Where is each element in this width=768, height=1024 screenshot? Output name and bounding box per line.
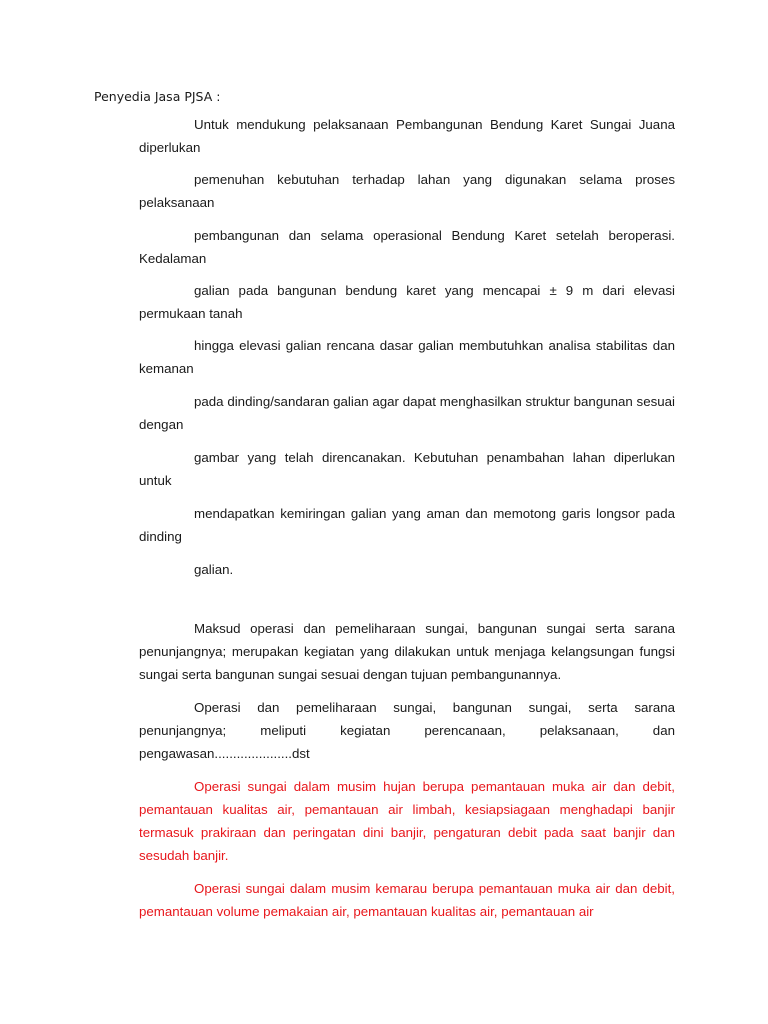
paragraph-5: hingga elevasi galian rencana dasar galian membutuhkan analisa stabilitas dan kemanan xyxy=(139,338,675,376)
paragraph-2: pemenuhan kebutuhan terhadap lahan yang digunakan selama proses pelaksanaan xyxy=(139,172,675,210)
paragraph-1: Untuk mendukung pelaksanaan Pembangunan Bendung Karet Sungai Juana diperlukan xyxy=(139,117,675,155)
paragraph-12-red: Operasi sungai dalam musim hujan berupa pemantauan muka air dan debit, pemantauan kualitas air, pemantauan air limbah, kesiapsiagaan menghadapi banjir termasuk prakiraan dan peringatan dini banjir, pengaturan debit pada saat banjir dan sesudah banjir. xyxy=(139,779,675,863)
paragraph-8: mendapatkan kemiringan galian yang aman dan memotong garis longsor pada dinding xyxy=(139,506,675,544)
document-heading: Penyedia Jasa PJSA : xyxy=(94,89,221,104)
paragraph-4: galian pada bangunan bendung karet yang mencapai ± 9 m dari elevasi permukaan tanah xyxy=(139,283,675,321)
paragraph-11: Operasi dan pemeliharaan sungai, bangunan sungai, serta sarana penunjangnya; meliputi kegiatan perencanaan, pelaksanaan, dan pengawasan.....................dst xyxy=(139,700,675,761)
paragraph-7: gambar yang telah direncanakan. Kebutuhan penambahan lahan diperlukan untuk xyxy=(139,450,675,488)
paragraph-3: pembangunan dan selama operasional Bendung Karet setelah beroperasi. Kedalaman xyxy=(139,228,675,266)
paragraph-9: galian. xyxy=(194,562,234,577)
paragraph-6: pada dinding/sandaran galian agar dapat menghasilkan struktur bangunan sesuai dengan xyxy=(139,394,675,432)
paragraph-10: Maksud operasi dan pemeliharaan sungai, bangunan sungai serta sarana penunjangnya; merupakan kegiatan yang dilakukan untuk menjaga kelangsungan fungsi sungai serta bangunan sungai sesuai dengan tujuan pembangunannya. xyxy=(139,621,675,682)
paragraph-13-red: Operasi sungai dalam musim kemarau berupa pemantauan muka air dan debit, pemantauan volume pemakaian air, pemantauan kualitas air, pemantauan air xyxy=(139,881,675,919)
